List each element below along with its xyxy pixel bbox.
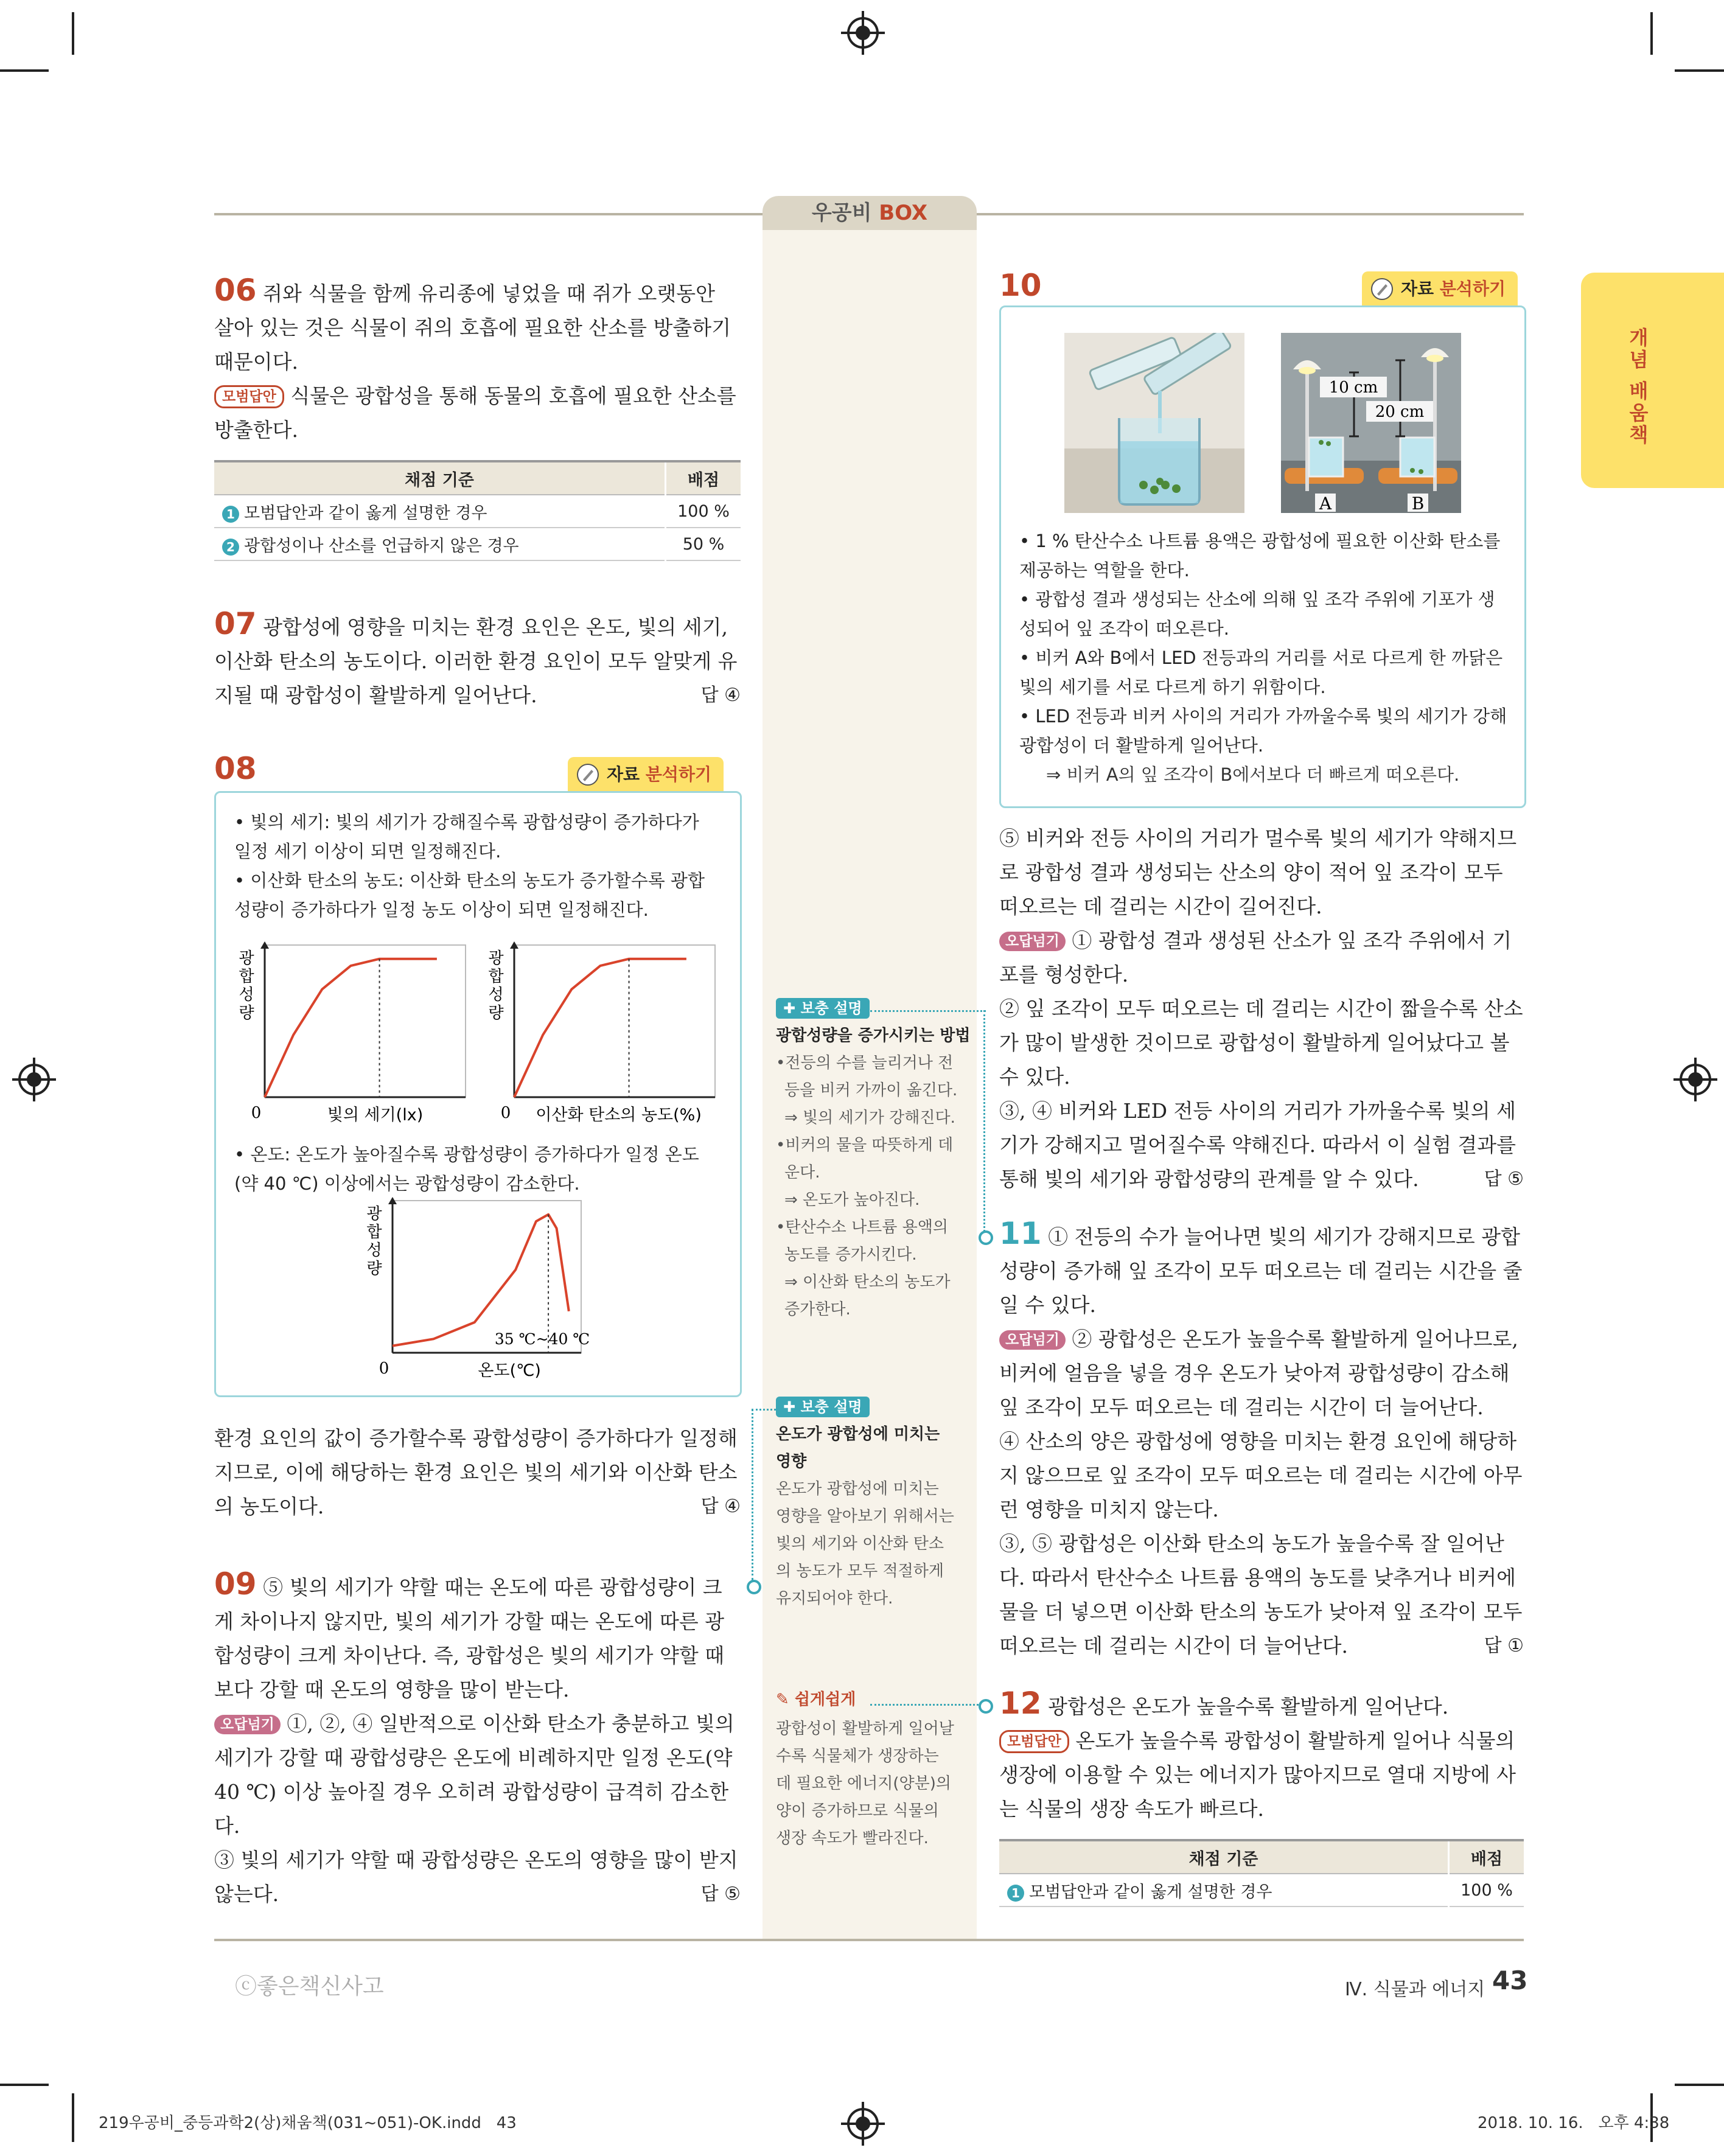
note-anchor-dot: [747, 1580, 761, 1594]
question-number: 09: [214, 1566, 257, 1602]
note-anchor-dot: [979, 1699, 993, 1714]
plot-frame: [265, 945, 466, 1097]
bullet-text: 이산화 탄소의 농도: 이산화 탄소의 농도가 증가할수록 광합성량이 증가하다가 일정 농도 이상이 되면 일정해진다.: [234, 870, 705, 920]
answer-mark: 답 ①: [1484, 1635, 1524, 1656]
criterion-text: 광합성이나 산소를 언급하지 않은 경우: [244, 536, 519, 556]
question-06: [214, 273, 741, 447]
note-anchor-dot: [979, 1230, 993, 1245]
pencil-icon: ✎: [776, 1690, 789, 1709]
y-axis-label-char: 성: [488, 986, 504, 1004]
co2-concentration-graph: [478, 939, 727, 1134]
registration-mark-icon: [847, 2108, 879, 2140]
beaker-b-label: B: [1411, 494, 1425, 513]
answer-mark: 답 ⑤: [1484, 1168, 1524, 1190]
note-line: •비커의 물을 따뜻하게 데: [776, 1136, 954, 1154]
wrong-answer-text: ③, ⑤ 광합성은 이산화 탄소의 농도가 높을수록 잘 일어난다. 따라서 탄산수소 나트륨 용액의 농도를 낮추거나 비커에 물을 더 넣으면 이산화 탄소의 농도가 낮아져 잎 조각이 모두 떠오르는 데 걸리는 시간이 더 늘어난다.: [999, 1532, 1523, 1658]
bullet-item: • 온도: 온도가 높아질수록 광합성량이 증가하다가 일정 온도(약 40 ℃) 이상에서는 광합성량이 감소한다.: [234, 1144, 699, 1194]
data-analysis-tag: [568, 757, 724, 792]
question-09: [214, 1566, 741, 1911]
page-number: 43: [1492, 1966, 1528, 1995]
note-line: ⇒ 온도가 높아진다.: [784, 1191, 920, 1209]
note-tag: ✚ 보충 설명: [776, 998, 870, 1019]
table-header: 배점: [1449, 1840, 1524, 1874]
question-text: 광합성에 영향을 미치는 환경 요인은 온도, 빛의 세기, 이산화 탄소의 농도이다. 이러한 환경 요인이 모두 알맞게 유지될 때 광합성이 활발하게 일어난다.: [214, 615, 738, 707]
y-axis-label-char: 성: [239, 986, 254, 1004]
note-tag-label: 보충 설명: [800, 1000, 862, 1017]
x-axis-label: 빛의 세기(lx): [327, 1106, 424, 1125]
y-axis-label-char: 광: [366, 1205, 382, 1223]
origin-label: 0: [379, 1359, 389, 1378]
y-axis-label-char: 량: [366, 1260, 382, 1278]
note-tag-label: 쉽게쉽게: [794, 1690, 856, 1709]
note-line: 운다.: [784, 1163, 820, 1182]
data-analysis-tag: [1362, 271, 1518, 307]
wrong-answer-text: ① 광합성 결과 생성된 산소가 잎 조각 주위에서 기포를 형성한다.: [999, 929, 1512, 986]
note-connector: [752, 1409, 776, 1411]
table-header: 채점 기준: [214, 461, 666, 495]
scoring-table: [214, 460, 741, 561]
distance-label-b: 20 cm: [1375, 403, 1425, 421]
note-connector: [870, 1704, 979, 1706]
model-answer-text: 식물은 광합성을 통해 동물의 호흡에 필요한 산소를 방출한다.: [214, 384, 736, 442]
model-answer-tag: 모범답안: [214, 385, 284, 408]
crop-mark: [0, 2084, 49, 2086]
note-title: 온도가 광합성에 미치는: [776, 1425, 940, 1443]
note-line: 등을 비커 가까이 옮긴다.: [784, 1081, 958, 1100]
wrong-answer-text: ② 광합성은 온도가 높을수록 활발하게 일어나므로, 비커에 얼음을 넣을 경우 온도가 낮아져 광합성량이 감소해 잎 조각이 모두 떠오르는 데 걸리는 시간이 더 늘어난다.: [999, 1327, 1518, 1419]
wrong-answer-text: ② 잎 조각이 모두 떠오르는 데 걸리는 시간이 짧을수록 산소가 많이 발생한 것이므로 광합성이 활발하게 일어났다고 볼 수 있다.: [999, 997, 1523, 1089]
tag-suffix: 분석하기: [645, 764, 712, 784]
note-body: [776, 1715, 971, 1852]
wrong-answer-tag: 오답넘기: [214, 1715, 281, 1734]
origin-label: 0: [251, 1104, 262, 1122]
note-title: 영향: [776, 1453, 807, 1471]
registration-mark-icon: [1680, 1064, 1711, 1095]
criterion-text: 모범답안과 같이 옳게 설명한 경우: [244, 503, 487, 523]
note-line: ⇒ 이산화 탄소의 농도가: [784, 1273, 951, 1291]
box-column-tab: [763, 196, 977, 230]
bullet-item: • 이산화 탄소의 농도: 이산화 탄소의 농도가 증가할수록 광합성량이 증가하다가 일정 농도 이상이 되면 일정해진다.: [234, 870, 705, 920]
note-body: [776, 1476, 971, 1613]
bullet-text: LED 전등과 비커 사이의 거리가 가까울수록 빛의 세기가 강해 광합성이 더 활발하게 일어난다.: [1019, 706, 1507, 756]
section-name: Ⅳ. 식물과 에너지: [1345, 1979, 1485, 2000]
y-axis-label-char: 합: [239, 968, 254, 986]
origin-label: 0: [500, 1104, 511, 1122]
model-answer-tag: 모범답안: [999, 1730, 1069, 1753]
pencil-icon: [576, 763, 599, 786]
copyright: ⓒ좋은책신사고: [235, 1974, 384, 1999]
crop-mark: [1675, 69, 1724, 72]
note-tag-label: 보충 설명: [800, 1398, 862, 1415]
crop-mark: [1650, 12, 1653, 55]
data-curve: [514, 959, 686, 1097]
question-07: [214, 606, 741, 713]
bullet-item: • 빛의 세기: 빛의 세기가 강해질수록 광합성량이 증가하다가 일정 세기 이상이 되면 일정해진다.: [234, 812, 699, 862]
question-text: 광합성은 온도가 높을수록 활발하게 일어난다.: [1048, 1695, 1449, 1718]
question-number: 08: [214, 751, 257, 786]
bullet-text: 비커 A와 B에서 LED 전등과의 거리를 서로 다르게 한 까닭은 빛의 세기를 서로 다르게 하기 위함이다.: [1019, 647, 1503, 697]
footer-rule: [214, 1939, 1524, 1941]
note-tag: [776, 1690, 856, 1709]
question-11: [999, 1216, 1524, 1663]
note-line: 양이 증가하므로 식물의: [776, 1802, 939, 1820]
model-answer-text: 온도가 높을수록 광합성이 활발하게 일어나 식물의 생장에 이용할 수 있는 에너지가 많아지므로 열대 지방에 사는 식물의 생장 속도가 빠르다.: [999, 1729, 1516, 1821]
table-row: [214, 528, 741, 560]
crop-mark: [72, 12, 74, 55]
bullet-text: 광합성 결과 생성되는 산소에 의해 잎 조각 주위에 기포가 생성되어 잎 조각이 떠오른다.: [1019, 589, 1495, 639]
question-number: 12: [999, 1686, 1042, 1721]
table-row: [214, 495, 741, 528]
question-10-explanation: [999, 822, 1524, 1196]
note-line: 농도를 증가시킨다.: [784, 1246, 917, 1264]
criterion-text: 모범답안과 같이 옳게 설명한 경우: [1029, 1882, 1272, 1902]
note-line: 유지되어야 한다.: [776, 1589, 893, 1608]
y-axis-label-char: 량: [239, 1004, 254, 1022]
wrong-answer-text: ③, ④ 비커와 LED 전등 사이의 거리가 가까울수록 빛의 세기가 강해지고 멀어질수록 약해진다. 따라서 이 실험 결과를 통해 빛의 세기와 광합성량의 관계를 알 수 있다.: [999, 1099, 1516, 1191]
bullet-item: • LED 전등과 비커 사이의 거리가 가까울수록 빛의 세기가 강해 광합성이 더 활발하게 일어난다.: [1019, 706, 1507, 756]
criterion-number: 1: [1007, 1885, 1024, 1902]
note-connector: [983, 1010, 985, 1235]
table-row: [999, 1874, 1524, 1907]
print-timestamp: 2018. 10. 16. 오후 4:38: [1478, 2114, 1670, 2132]
note-tag: ✚ 보충 설명: [776, 1397, 870, 1417]
note-line: •탄산수소 나트륨 용액의: [776, 1218, 949, 1237]
note-title: 광합성량을 증가시키는 방법: [776, 1027, 971, 1045]
table-header: 배점: [666, 461, 741, 495]
table-header: 채점 기준: [999, 1840, 1449, 1874]
question-text: 쥐와 식물을 함께 유리종에 넣었을 때 쥐가 오랫동안 살아 있는 것은 식물이 쥐의 호흡에 필요한 산소를 방출하기 때문이다.: [214, 282, 731, 374]
lamp-beaker-setup-photo: [1281, 333, 1461, 513]
note-supplement-2: [776, 1397, 971, 1613]
crop-mark: [1675, 2084, 1724, 2086]
note-line: 생장 속도가 빨라진다.: [776, 1829, 929, 1847]
answer-mark: 답 ④: [700, 685, 741, 706]
note-connector: [870, 1010, 986, 1012]
y-axis-label-char: 광: [488, 949, 504, 968]
question-text: ⑤ 빛의 세기가 약할 때는 온도에 따른 광합성량이 크게 차이나지 않지만, 빛의 세기가 강할 때는 온도에 따른 광합성량이 크게 차이난다. 즉, 광합성은 빛의 세기가 약할 때보다 강할 때 온도의 영향을 많이 받는다.: [214, 1575, 725, 1701]
distance-label-a: 10 cm: [1328, 379, 1378, 397]
note-line: 빛의 세기와 이산화 탄소: [776, 1535, 944, 1553]
x-axis-label: 온도(℃): [478, 1361, 541, 1380]
y-axis-label-char: 량: [488, 1004, 504, 1022]
question-number: 10: [999, 268, 1042, 303]
box-title-prefix: 우공비: [811, 201, 872, 225]
wrong-answer-text: ③ 빛의 세기가 약할 때 광합성량은 온도의 영향을 많이 받지 않는다.: [214, 1848, 738, 1906]
answer-mark: 답 ④: [700, 1496, 741, 1517]
bullet-text: 1 % 탄산수소 나트륨 용액은 광합성에 필요한 이산화 탄소를 제공하는 역할을 한다.: [1019, 531, 1501, 581]
explanation-text: ⑤ 비커와 전등 사이의 거리가 멀수록 빛의 세기가 약해지므로 광합성 결과 생성되는 산소의 양이 적어 잎 조각이 모두 떠오르는 데 걸리는 시간이 길어진다.: [999, 826, 1517, 918]
registration-mark-icon: [18, 1064, 50, 1095]
file-slug: 219우공비_중등과학2(상)채움책(031~051)-OK.indd 43: [99, 2114, 517, 2132]
data-curve: [393, 1215, 569, 1346]
analysis-box: [999, 305, 1526, 808]
question-08-explanation: [214, 1422, 741, 1524]
x-axis-label: 이산화 탄소의 농도(%): [536, 1106, 702, 1125]
bullet-text: 온도: 온도가 높아질수록 광합성량이 증가하다가 일정 온도(약 40 ℃) 이상에서는 광합성량이 감소한다.: [234, 1144, 699, 1194]
scoring-table: [999, 1839, 1524, 1907]
question-number: 07: [214, 606, 257, 641]
bullet-item: • 광합성 결과 생성되는 산소에 의해 잎 조각 주위에 기포가 생성되어 잎 조각이 떠오른다.: [1019, 589, 1495, 639]
peak-annotation: 35 ℃~40 ℃: [494, 1330, 590, 1348]
note-line: 의 농도가 모두 적절하게: [776, 1562, 944, 1580]
wrong-answer-text: ①, ②, ④ 일반적으로 이산화 탄소가 충분하고 빛의 세기가 강할 때 광합성량은 온도에 비례하지만 일정 온도(약 40 ℃) 이상 높아질 경우 오히려 광합성량이 급격히 감소한다.: [214, 1712, 735, 1838]
crop-mark: [0, 69, 49, 72]
note-line: •전등의 수를 늘리거나 전: [776, 1054, 954, 1072]
note-line: 온도가 광합성에 미치는: [776, 1480, 939, 1498]
box-title-suffix: BOX: [879, 201, 928, 225]
wrong-answer-text: ④ 산소의 양은 광합성에 영향을 미치는 환경 요인에 해당하지 않으므로 잎 조각이 모두 떠오르는 데 걸리는 시간에 아무런 영향을 미치지 않는다.: [999, 1429, 1523, 1521]
bullet-item: • 비커 A와 B에서 LED 전등과의 거리를 서로 다르게 한 까닭은 빛의 세기를 서로 다르게 하기 위함이다.: [1019, 647, 1503, 697]
note-connector: [752, 1409, 753, 1580]
question-number: 06: [214, 273, 257, 308]
bullet-item: • 1 % 탄산수소 나트륨 용액은 광합성에 필요한 이산화 탄소를 제공하는 역할을 한다.: [1019, 531, 1501, 581]
note-line: 영향을 알아보기 위해서는: [776, 1507, 954, 1526]
criterion-number: 2: [222, 539, 239, 556]
score-value: 100 %: [666, 495, 741, 528]
y-axis-label-char: 광: [239, 949, 254, 968]
question-text: ① 전등의 수가 늘어나면 빛의 세기가 강해지므로 광합성량이 증가해 잎 조각이 모두 떠오르는 데 걸리는 시간을 줄일 수 있다.: [999, 1225, 1523, 1317]
plot-frame: [514, 945, 715, 1097]
crop-mark: [72, 2093, 74, 2142]
tag-prefix: 자료: [607, 764, 640, 784]
light-intensity-graph: [228, 939, 478, 1134]
question-12: [999, 1686, 1524, 1826]
pouring-solution-photo: [1064, 333, 1244, 513]
temperature-graph: [344, 1195, 599, 1389]
y-axis-label-char: 성: [366, 1241, 382, 1260]
bullet-text: 빛의 세기: 빛의 세기가 강해질수록 광합성량이 증가하다가 일정 세기 이상이 되면 일정해진다.: [234, 812, 699, 862]
data-curve: [265, 959, 437, 1097]
y-axis-label-char: 합: [488, 968, 504, 986]
pencil-icon: [1370, 277, 1394, 301]
note-line: 수록 식물체가 생장하는: [776, 1747, 939, 1765]
answer-mark: 답 ⑤: [700, 1883, 741, 1905]
side-tab-label: 개념 배움책: [1626, 327, 1649, 447]
explanation-text: 환경 요인의 값이 증가할수록 광합성량이 증가하다가 일정해지므로, 이에 해당하는 환경 요인은 빛의 세기와 이산화 탄소의 농도이다.: [214, 1426, 738, 1518]
note-body: [776, 1050, 971, 1324]
y-axis-label-char: 합: [366, 1223, 382, 1241]
note-line: ⇒ 빛의 세기가 강해진다.: [784, 1109, 955, 1127]
tag-suffix: 분석하기: [1439, 279, 1506, 299]
registration-mark-icon: [847, 17, 879, 49]
score-value: 50 %: [666, 528, 741, 560]
question-number: 11: [999, 1216, 1042, 1251]
note-line: 증가한다.: [784, 1300, 851, 1319]
note-line: 데 필요한 에너지(양분)의: [776, 1774, 951, 1793]
wrong-answer-tag: 오답넘기: [999, 1330, 1066, 1350]
tag-prefix: 자료: [1401, 279, 1434, 299]
analysis-bullets: [234, 808, 721, 924]
conclusion-text: ⇒ 비커 A의 잎 조각이 B에서보다 더 빠르게 떠오른다.: [1046, 764, 1460, 785]
note-easy: [776, 1687, 971, 1852]
criterion-number: 1: [222, 506, 239, 523]
note-line: 광합성이 활발하게 일어날: [776, 1720, 954, 1738]
note-supplement-1: [776, 998, 971, 1324]
analysis-bullets: [1019, 526, 1509, 789]
beaker-a-label: A: [1319, 494, 1332, 513]
wrong-answer-tag: 오답넘기: [999, 932, 1066, 951]
analysis-box: [214, 791, 742, 1397]
score-value: 100 %: [1449, 1874, 1524, 1907]
side-tab[interactable]: [1581, 273, 1724, 488]
